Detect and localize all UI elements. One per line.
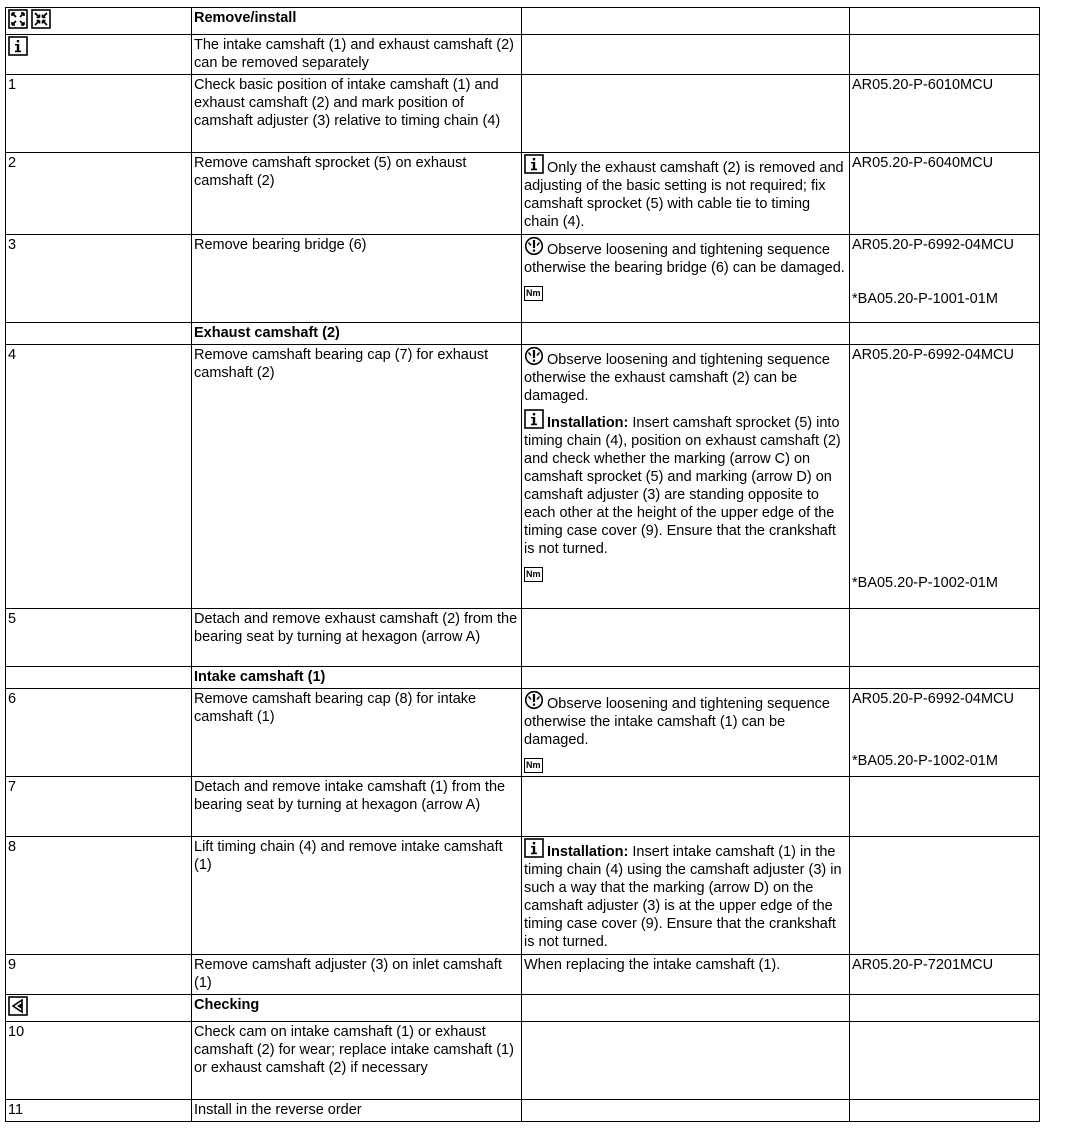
step-reference[interactable]: AR05.20-P-6992-04MCU *BA05.20-P-1001-01M bbox=[850, 235, 1040, 323]
step-reference[interactable]: AR05.20-P-6992-04MCU *BA05.20-P-1002-01M bbox=[850, 345, 1040, 609]
table-row bbox=[6, 777, 1040, 837]
step-number: 5 bbox=[6, 609, 192, 667]
table-row bbox=[6, 323, 1040, 345]
step-number: 10 bbox=[6, 1022, 192, 1100]
icon-cell bbox=[6, 8, 192, 35]
table-row bbox=[6, 35, 1040, 75]
section-title: Checking bbox=[192, 995, 522, 1022]
section-title: Intake camshaft (1) bbox=[192, 667, 522, 689]
step-note: Observe loosening and tightening sequence otherwise the exhaust camshaft (2) can be damaged. Installation: Insert camshaft sprocket (5) into timing chain (4), position on exhaust camshaft (2) and check whether the marking (arrow C) on camshaft sprocket (5) and marking (arrow D) on camshaft adjuster (3) are standing opposite to each other at the height of the upper edge of the timing case cover (9). Ensure that the crankshaft is not turned. Nm bbox=[522, 345, 850, 609]
step-reference[interactable]: AR05.20-P-7201MCU bbox=[850, 955, 1040, 995]
table-row bbox=[6, 8, 1040, 35]
checking-icon bbox=[8, 996, 28, 1016]
caution-icon bbox=[524, 346, 544, 366]
procedure-table bbox=[5, 7, 1040, 1122]
step-number: 9 bbox=[6, 955, 192, 995]
torque-icon[interactable]: Nm bbox=[524, 286, 543, 301]
step-text: Check cam on intake camshaft (1) or exhaust camshaft (2) for wear; replace intake camshaft (1) or exhaust camshaft (2) if necessary bbox=[192, 1022, 522, 1100]
remove-icon bbox=[8, 9, 28, 29]
step-note: Only the exhaust camshaft (2) is removed and adjusting of the basic setting is not required; fix camshaft sprocket (5) with cable tie to timing chain (4). bbox=[522, 153, 850, 235]
step-note: Installation: Insert intake camshaft (1) in the timing chain (4) using the camshaft adjuster (3) in such a way that the marking (arrow D) on the camshaft adjuster (3) is at the upper edge of the timing case cover (9). Ensure that the crankshaft is not turned. bbox=[522, 837, 850, 955]
step-number: 4 bbox=[6, 345, 192, 609]
table-row bbox=[6, 995, 1040, 1022]
caution-icon bbox=[524, 690, 544, 710]
table-row bbox=[6, 955, 1040, 995]
table-row bbox=[6, 1022, 1040, 1100]
step-text: Detach and remove exhaust camshaft (2) from the bearing seat by turning at hexagon (arrow A) bbox=[192, 609, 522, 667]
info-icon bbox=[8, 36, 28, 56]
table-row bbox=[6, 1100, 1040, 1122]
step-reference[interactable]: AR05.20-P-6010MCU bbox=[850, 75, 1040, 153]
info-icon bbox=[524, 154, 544, 174]
info-icon bbox=[524, 409, 544, 429]
step-text: Check basic position of intake camshaft (1) and exhaust camshaft (2) and mark position of camshaft adjuster (3) relative to timing chain (4) bbox=[192, 75, 522, 153]
step-text: Remove camshaft sprocket (5) on exhaust camshaft (2) bbox=[192, 153, 522, 235]
step-number: 6 bbox=[6, 689, 192, 777]
table-row bbox=[6, 667, 1040, 689]
section-title: Remove/install bbox=[192, 8, 522, 35]
step-text: Install in the reverse order bbox=[192, 1100, 522, 1122]
step-number: 7 bbox=[6, 777, 192, 837]
step-note: Observe loosening and tightening sequence otherwise the bearing bridge (6) can be damaged. Nm bbox=[522, 235, 850, 323]
table-row bbox=[6, 345, 1040, 609]
step-text: Remove camshaft adjuster (3) on inlet camshaft (1) bbox=[192, 955, 522, 995]
install-icon bbox=[31, 9, 51, 29]
table-row bbox=[6, 75, 1040, 153]
step-note: Observe loosening and tightening sequence otherwise the intake camshaft (1) can be damaged. Nm bbox=[522, 689, 850, 777]
step-text: Detach and remove intake camshaft (1) from the bearing seat by turning at hexagon (arrow A) bbox=[192, 777, 522, 837]
step-text: Lift timing chain (4) and remove intake camshaft (1) bbox=[192, 837, 522, 955]
step-note: When replacing the intake camshaft (1). bbox=[522, 955, 850, 995]
step-reference[interactable]: AR05.20-P-6992-04MCU *BA05.20-P-1002-01M bbox=[850, 689, 1040, 777]
step-text: Remove camshaft bearing cap (7) for exhaust camshaft (2) bbox=[192, 345, 522, 609]
intro-text: The intake camshaft (1) and exhaust camshaft (2) can be removed separately bbox=[192, 35, 522, 75]
section-title: Exhaust camshaft (2) bbox=[192, 323, 522, 345]
torque-icon[interactable]: Nm bbox=[524, 758, 543, 773]
step-number: 8 bbox=[6, 837, 192, 955]
info-icon bbox=[524, 838, 544, 858]
step-text: Remove bearing bridge (6) bbox=[192, 235, 522, 323]
table-row bbox=[6, 837, 1040, 955]
torque-icon[interactable]: Nm bbox=[524, 567, 543, 582]
step-number: 3 bbox=[6, 235, 192, 323]
step-reference[interactable]: AR05.20-P-6040MCU bbox=[850, 153, 1040, 235]
step-number: 11 bbox=[6, 1100, 192, 1122]
step-number: 2 bbox=[6, 153, 192, 235]
caution-icon bbox=[524, 236, 544, 256]
table-row bbox=[6, 609, 1040, 667]
table-row bbox=[6, 689, 1040, 777]
step-text: Remove camshaft bearing cap (8) for intake camshaft (1) bbox=[192, 689, 522, 777]
table-row bbox=[6, 235, 1040, 323]
step-number: 1 bbox=[6, 75, 192, 153]
table-row bbox=[6, 153, 1040, 235]
